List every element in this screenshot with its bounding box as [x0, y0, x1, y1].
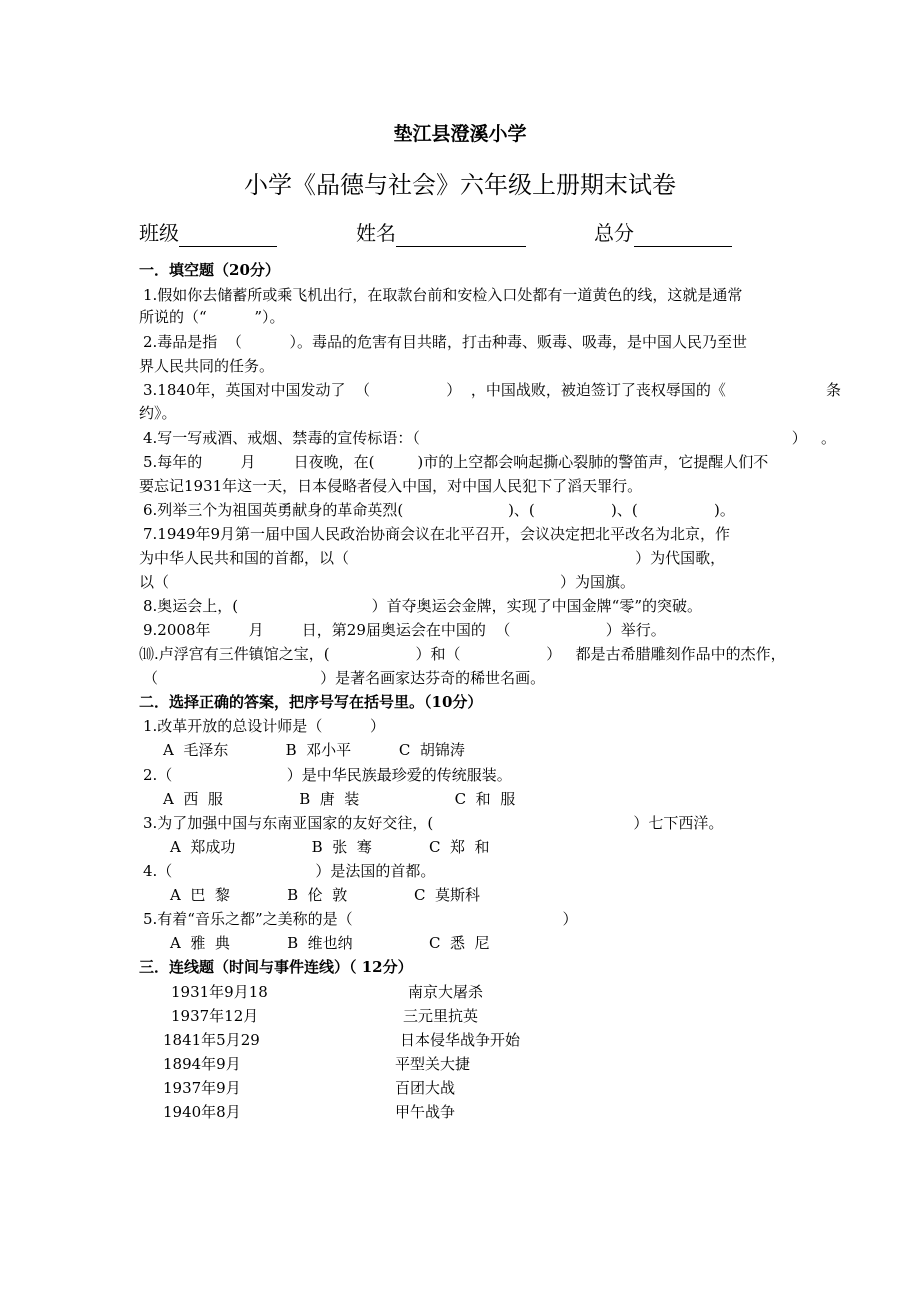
s2-options: A 西 服 B 唐 装 C 和 服 [163, 790, 516, 808]
s2-options: A 雅 典 B 维也纳 C 悉 尼 [170, 934, 490, 952]
class-label: 班级 [139, 221, 179, 245]
s1-trailing-char: 条 [826, 381, 842, 399]
s1-line: 要忘记1931年这一天，日本侵略者侵入中国，对中国人民犯下了滔天罪行。 [139, 477, 643, 495]
match-date[interactable]: 1894年9月 [163, 1055, 241, 1073]
class-blank[interactable] [179, 226, 277, 247]
s1-line: 为中华人民共和国的首都，以（ ）为代国歌， [139, 549, 726, 567]
class-field [139, 219, 277, 247]
score-blank[interactable] [634, 226, 732, 247]
match-date[interactable]: 1937年12月 [171, 1007, 259, 1025]
s2-question: 2.（ ）是中华民族最珍爱的传统服装。 [143, 766, 512, 784]
s2-question: 1.改革开放的总设计师是（ ） [143, 717, 385, 735]
s2-question: 3.为了加强中国与东南亚国家的友好交往，( ）七下西洋。 [143, 814, 724, 832]
score-label: 总分 [594, 221, 634, 245]
s1-line: 1.假如你去储蓄所或乘飞机出行，在取款台前和安检入口处都有一道黄色的线，这就是通常 [143, 286, 743, 304]
s2-question: 4.（ ）是法国的首都。 [143, 862, 436, 880]
s2-options: A 郑成功 B 张 骞 C 郑 和 [170, 838, 490, 856]
s1-line: 2.毒品是指 （ ）。毒品的危害有目共睹，打击种毒、贩毒、吸毒，是中国人民乃至世 [143, 333, 748, 351]
s1-line: 8.奥运会上，( ）首夺奥运会金牌，实现了中国金牌“零”的突破。 [143, 597, 703, 615]
s2-question: 5.有着“音乐之都”之美称的是（ ） [143, 910, 578, 928]
name-blank[interactable] [396, 226, 526, 247]
s2-options: A 毛泽东 B 邓小平 C 胡锦涛 [163, 741, 465, 759]
school-name: 垫江县澄溪小学 [393, 123, 527, 145]
section2-heading: 二．选择正确的答案，把序号写在括号里。（10分） [139, 693, 483, 711]
name-label: 姓名 [356, 221, 396, 245]
match-event[interactable]: 平型关大捷 [395, 1055, 471, 1073]
s1-line: 约》。 [139, 404, 177, 422]
s1-line: 4.写一写戒酒、戒烟、禁毒的宣传标语：（ ） 。 [143, 429, 837, 447]
exam-title: 小学《品德与社会》六年级上册期末试卷 [244, 171, 676, 199]
match-event[interactable]: 甲午战争 [395, 1103, 456, 1121]
score-field [594, 219, 732, 247]
s1-line: 界人民共同的任务。 [139, 357, 275, 375]
name-field [356, 219, 526, 247]
match-event[interactable]: 南京大屠杀 [408, 983, 484, 1001]
match-event[interactable]: 百团大战 [395, 1079, 456, 1097]
match-date[interactable]: 1931年9月18 [171, 983, 268, 1001]
match-date[interactable]: 1937年9月 [163, 1079, 241, 1097]
s2-options: A 巴 黎 B 伦 敦 C 莫斯科 [170, 886, 480, 904]
s1-line: 9.2008年 月 日，第29届奥运会在中国的 （ ）举行。 [143, 621, 666, 639]
match-event[interactable]: 三元里抗英 [403, 1007, 479, 1025]
section3-heading: 三．连线题（时间与事件连线）（ 12分） [139, 958, 413, 976]
s1-line: 6.列举三个为祖国英勇献身的革命英烈( )、( )、( )。 [143, 501, 735, 519]
match-date[interactable]: 1940年8月 [163, 1103, 241, 1121]
s1-line: ⑽.卢浮宫有三件镇馆之宝，( ）和（ ） 都是古希腊雕刻作品中的杰作， [139, 645, 786, 663]
s1-line: 3.1840年，英国对中国发动了 （ ） ，中国战败，被迫签订了丧权辱国的《 [143, 381, 726, 399]
match-event[interactable]: 日本侵华战争开始 [400, 1031, 521, 1049]
s1-line: 5.每年的 月 日夜晚，在( )市的上空都会响起撕心裂肺的警笛声，它提醒人们不 [143, 453, 769, 471]
match-date[interactable]: 1841年5月29 [163, 1031, 260, 1049]
s1-line: 以（ ）为国旗。 [139, 573, 635, 591]
section1-heading: 一．填空题（20分） [139, 261, 280, 279]
s1-line: 7.1949年9月第一届中国人民政治协商会议在北平召开，会议决定把北平改名为北京，作 [143, 525, 731, 543]
s1-line: （ ）是著名画家达芬奇的稀世名画。 [143, 669, 546, 687]
s1-line: 所说的（“ ”）。 [139, 308, 285, 326]
